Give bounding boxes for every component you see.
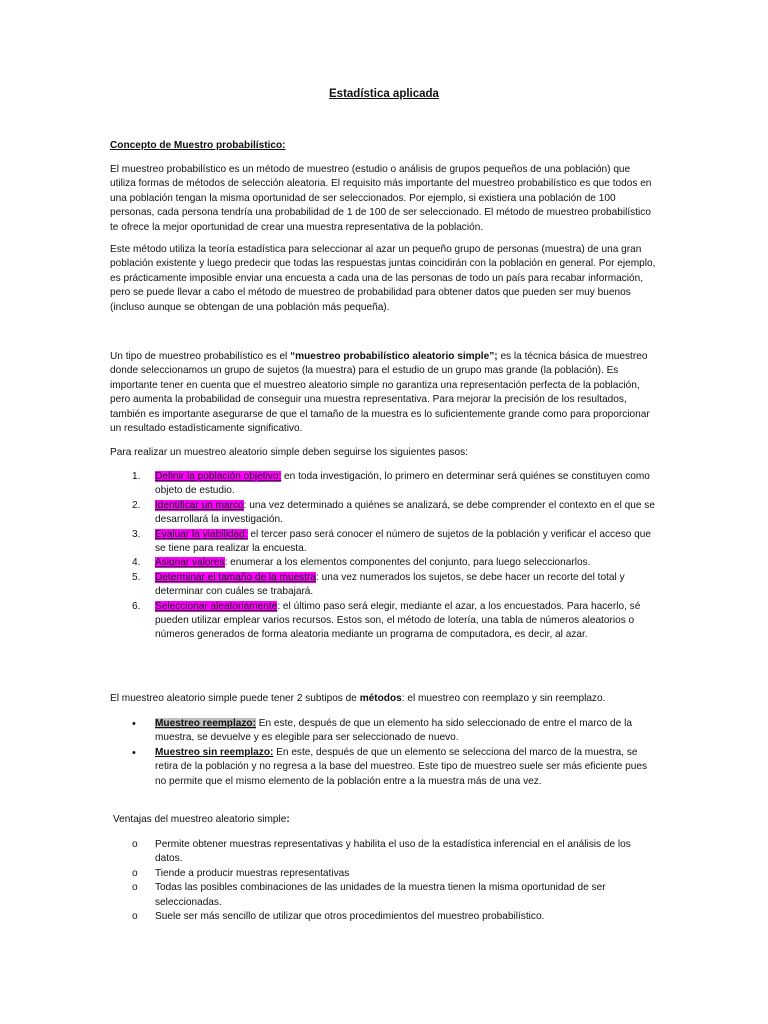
heading-text	[113, 813, 661, 827]
list-item	[110, 910, 658, 924]
circle-bullet-icon: o	[132, 882, 138, 894]
bold-term: métodos	[359, 693, 402, 704]
text-run: Ventajas del muestreo aleatorio simple	[113, 814, 287, 825]
bold-colon: :	[286, 814, 290, 825]
bullet-icon: •	[132, 746, 136, 759]
advantages-heading	[113, 813, 661, 827]
bullet-icon: •	[132, 718, 136, 730]
list-number: 1.	[132, 471, 141, 482]
list-item	[110, 717, 658, 746]
list-number: 2.	[132, 499, 141, 511]
list-number: 5.	[132, 571, 141, 583]
highlighted-term: Determinar el tamaño de la muestra	[155, 571, 317, 583]
highlighted-term: Asignar valores	[155, 557, 225, 569]
list-number: 3.	[132, 528, 141, 540]
step-text: : una vez numerados los sujetos, se debe hacer un recorte del total y determinar con cuáles se trabajará.	[155, 571, 625, 598]
list-item	[110, 881, 658, 910]
steps-intro	[110, 446, 658, 460]
highlighted-term: Identificar un marco	[155, 499, 244, 511]
step-text: el tercer paso será conocer el número de sujetos de la población y verificar el acceso que se tiene para realizar la encuesta.	[155, 528, 652, 555]
bold-term: “muestreo probabilístico aleatorio simple”;	[290, 351, 498, 362]
text-run: Un tipo de muestreo probabilístico es el	[110, 351, 291, 362]
paragraph-text	[110, 692, 658, 706]
text-run: El muestreo aleatorio simple puede tener 2 subtipos de	[110, 693, 360, 704]
list-number: 6.	[132, 600, 141, 612]
bullet-text: En este, después de que un elemento ha sido seleccionado de entre el marco de la muestra, se devuelve y es elegible para ser seleccionado de nuevo.	[155, 718, 632, 744]
list-item	[110, 746, 658, 789]
steps-list	[110, 470, 658, 643]
advantages-list	[110, 838, 658, 924]
highlighted-term: Definir la población objetivo:	[155, 471, 282, 482]
underlined-term: Muestreo sin reemplazo:	[155, 746, 274, 758]
list-item	[110, 838, 658, 867]
list-item	[110, 499, 658, 528]
list-item	[110, 470, 658, 499]
list-item	[110, 867, 658, 881]
bullet-text: En este, después de que un elemento se selecciona del marco de la muestra, se retira de la población y no regresa a la base del muestreo. Este tipo de muestreo suele ser más eficiente pues no permite que el mismo elemento de la población entre a la muestra más de una vez.	[155, 746, 648, 787]
step-text: : el último paso será elegir, mediante el azar, a los encuestados. Para hacerlo, sé pueden utilizar emplear varios recursos. Estos son, el método de lotería, una tabla de números aleatorios o números generados de forma aleatoria mediante un programa de computadora, es decir, al azar.	[155, 600, 641, 641]
subtypes-paragraph	[110, 692, 658, 706]
step-text: : una vez determinado a quiénes se analizará, se debe comprender el contexto en el que se desarrollará la investigación.	[155, 499, 655, 526]
list-number: 4.	[132, 557, 141, 569]
text-run: : el muestreo con reemplazo y sin reemplazo.	[401, 693, 606, 704]
simple-random-paragraph	[110, 350, 658, 436]
circle-bullet-icon: o	[132, 839, 138, 850]
subtypes-list	[110, 717, 658, 789]
paragraph-text: El muestreo probabilístico es un método de muestreo (estudio o análisis de grupos pequeños de una población) que utiliza formas de métodos de selección aleatoria. El requisito más importante del muestreo probabilístico es que todos en una población tengan la misma oportunidad de ser seleccionados. Por ejemplo, si existiera una población de 100 personas, cada persona tendría una probabilidad de 1 de 100 de ser seleccionado. El método de muestreo probabilístico te ofrece la mejor oportunidad de crear una muestra representativa de la población.	[110, 164, 652, 233]
advantage-text: Permite obtener muestras representativas y habilita el uso de la estadística inferencial en el análisis de los datos.	[155, 839, 631, 865]
text-run: es la técnica básica de muestreo donde seleccionamos un grupo de sujetos (la muestra) para el estudio de un grupo mas grande (la población). Es importante tener en cuenta que el muestreo aleatorio simple no garantiza una representación perfecta de la población, pero aumenta la probabilidad de conseguir una muestra representativa. Para mejorar la precisión de los resultados, también es importante asegurarse de que el tamaño de la muestra es lo suficientemente grande como para proporcionar un resultado estadísticamente significativo.	[110, 351, 650, 435]
highlighted-term: Evaluar la viabilidad:	[155, 528, 248, 540]
paragraph-text	[110, 350, 658, 436]
step-text: : enumerar a los elementos componentes del conjunto, para luego seleccionarlos.	[224, 557, 591, 569]
list-item	[110, 528, 658, 557]
circle-bullet-icon: o	[132, 867, 138, 879]
list-item	[110, 571, 658, 600]
advantage-text: Todas las posibles combinaciones de las unidades de la muestra tienen la misma oportunidad de ser seleccionadas.	[155, 882, 606, 908]
concept-paragraph-2	[110, 243, 658, 315]
concept-heading: Concepto de Muestro probabilístico:	[110, 140, 286, 151]
document-title: Estadística aplicada	[329, 88, 439, 100]
step-text: en toda investigación, lo primero en determinar será quiénes se constituyen como objeto de estudio.	[155, 471, 650, 497]
circle-bullet-icon: o	[132, 911, 138, 923]
advantage-text: Tiende a producir muestras representativas	[155, 867, 350, 879]
list-item	[110, 556, 658, 570]
paragraph-text: Este método utiliza la teoría estadística para seleccionar al azar un pequeño grupo de personas (muestra) de una gran población existente y luego predecir que todas las respuestas juntas coincidirán con la población en general. Por ejemplo, es prácticamente imposible enviar una encuesta a cada una de las personas de todo un país para recabar información, pero se puede llevar a cabo el método de muestreo de probabilidad para obtener datos que pueden ser muy buenos (incluso aunque se obtengan de una población más pequeña).	[110, 244, 656, 313]
highlighted-term: Seleccionar aleatoriamente	[155, 600, 278, 612]
highlighted-term: Muestreo reemplazo:	[155, 718, 256, 729]
advantage-text: Suele ser más sencillo de utilizar que otros procedimientos del muestreo probabilístico.	[155, 911, 545, 923]
paragraph-text: Para realizar un muestreo aleatorio simple deben seguirse los siguientes pasos:	[110, 447, 468, 458]
concept-paragraph-1	[110, 163, 658, 235]
concept-section	[110, 139, 658, 153]
list-item	[110, 600, 658, 643]
